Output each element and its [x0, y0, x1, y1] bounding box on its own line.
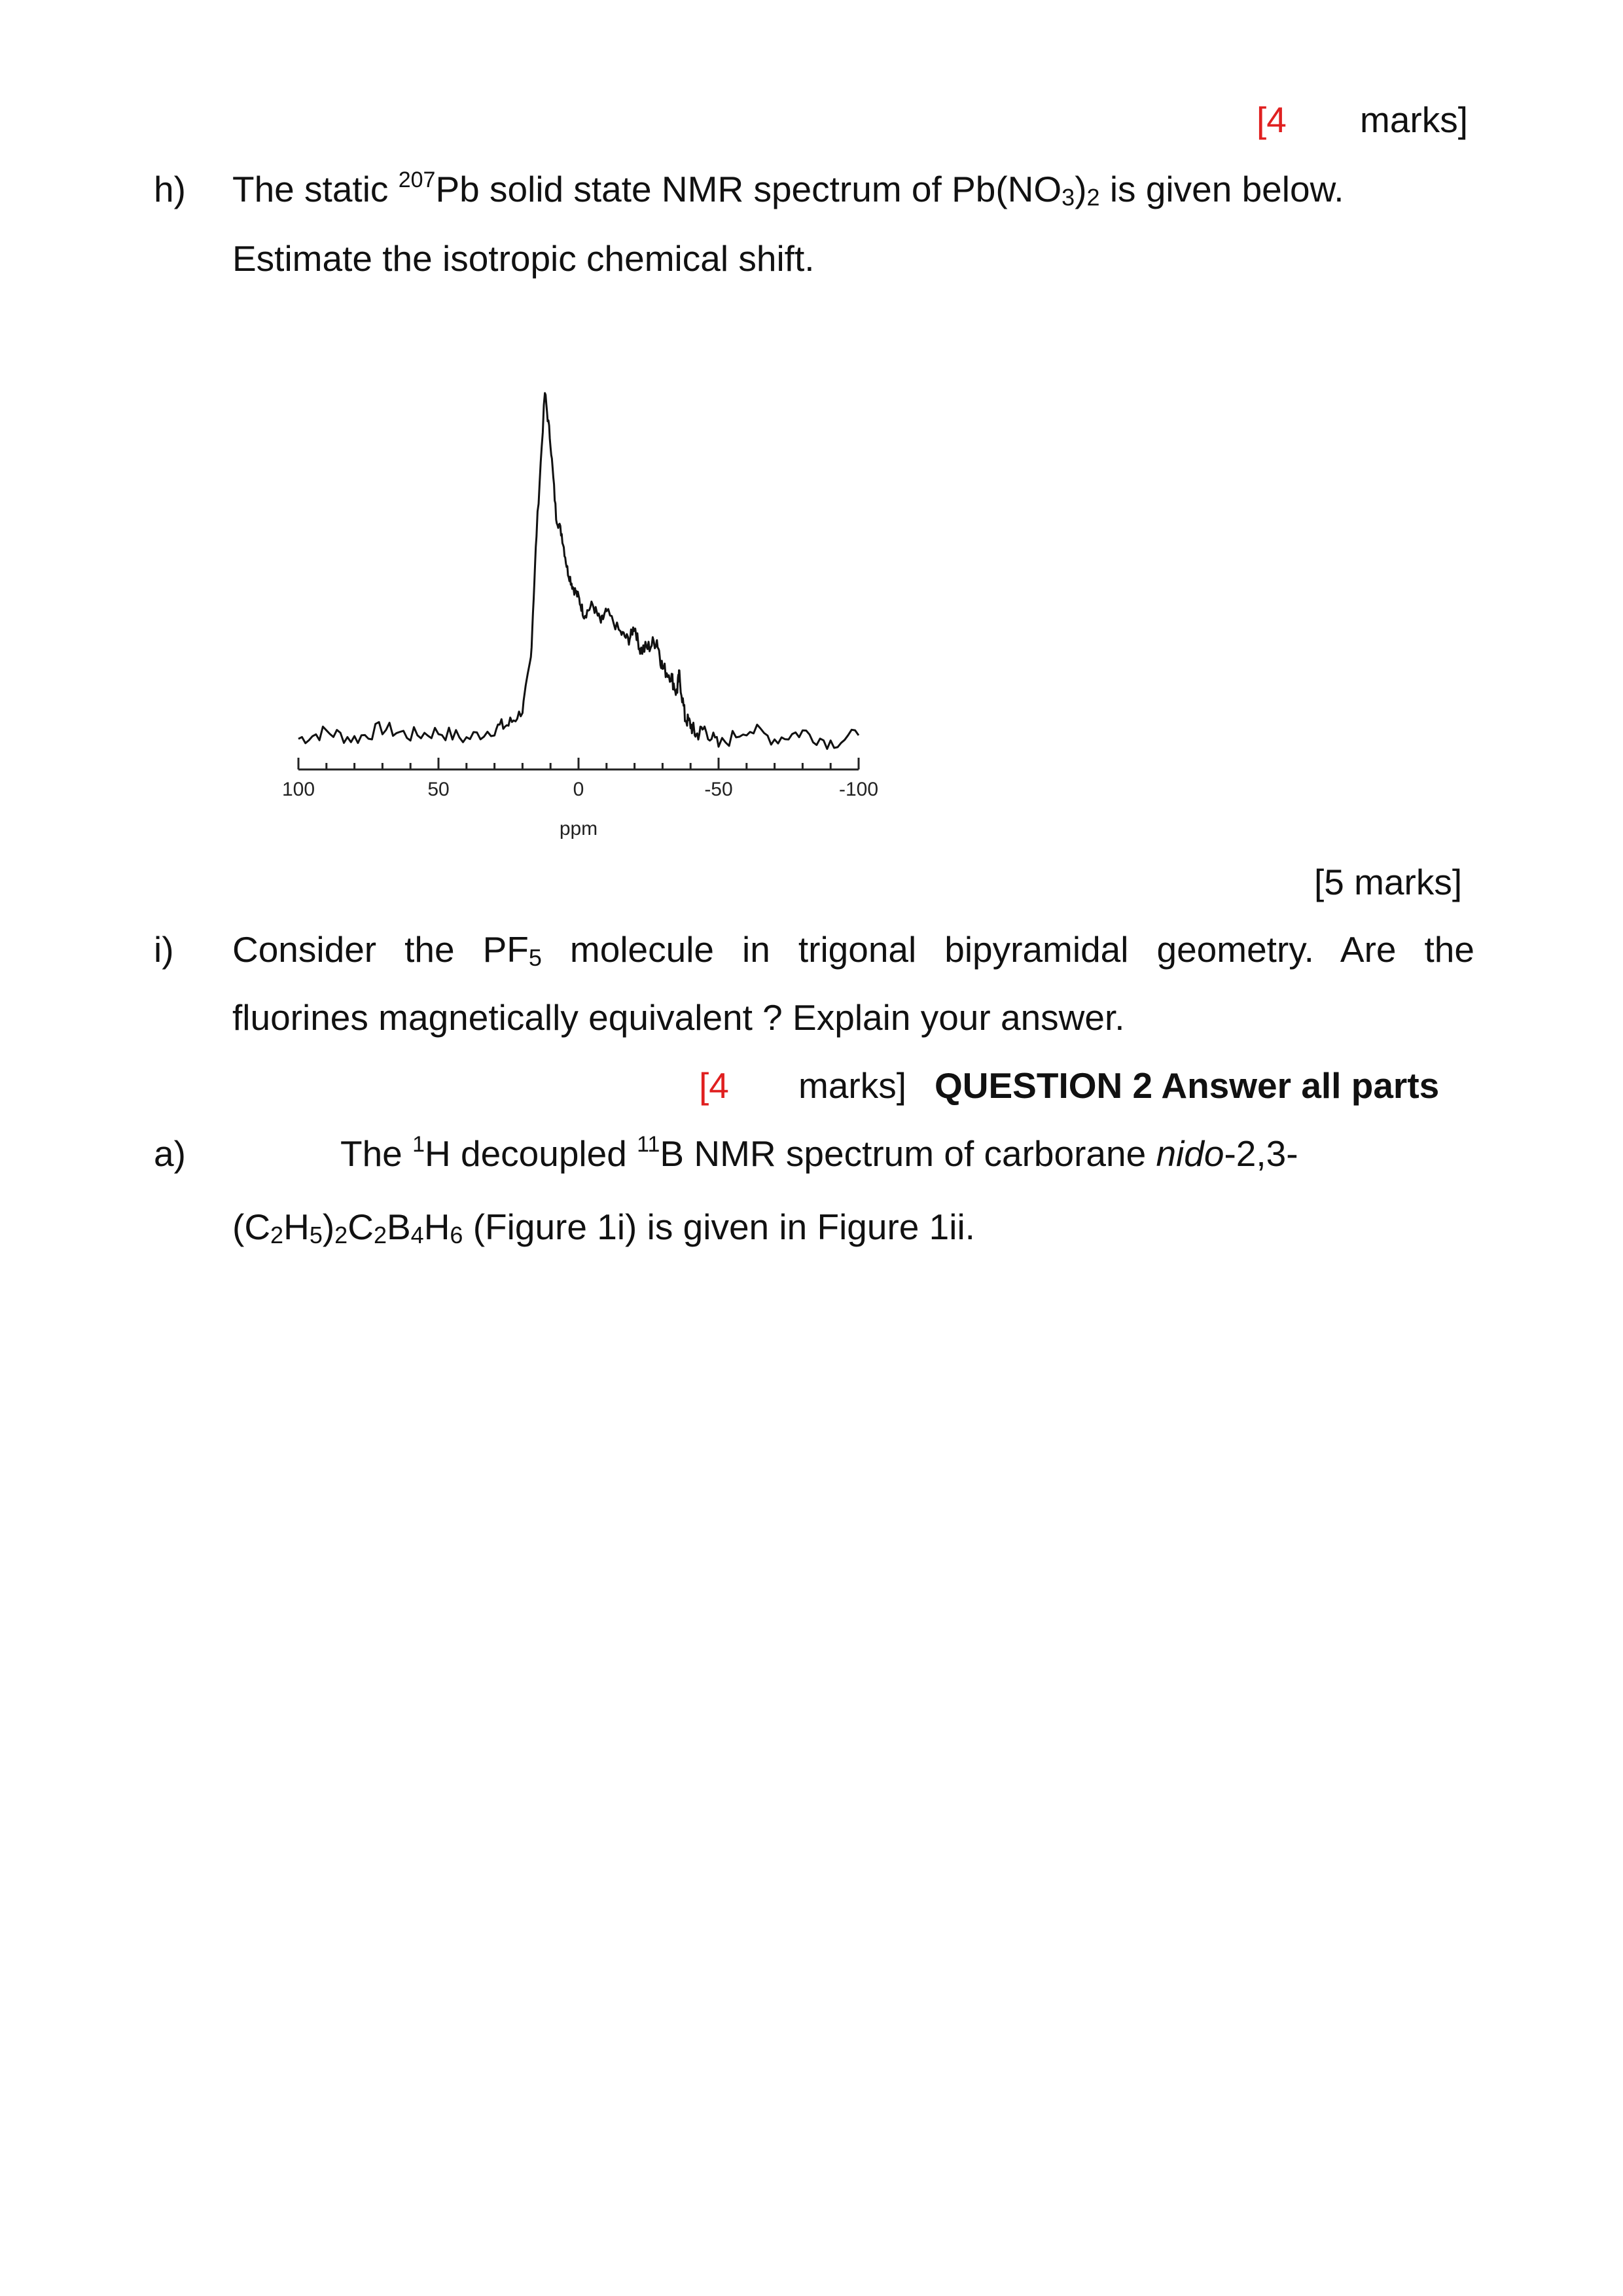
tick-label: -100 — [838, 779, 879, 800]
question-a-line2 — [232, 1205, 975, 1253]
question-label-h: h) — [154, 169, 186, 209]
question-h-line1 — [232, 168, 1344, 216]
subscript: 5 — [309, 1222, 323, 1248]
marks-bracket-3 — [699, 1064, 729, 1107]
text: B — [386, 1207, 411, 1247]
marks-value: [4 — [1257, 99, 1287, 140]
question-h-line2: Estimate the isotropic chemical shift. — [232, 238, 815, 279]
text: (C — [232, 1207, 271, 1247]
superscript: 1 — [412, 1132, 425, 1157]
marks-word-1: marks] — [1360, 99, 1468, 140]
text: ) — [1075, 169, 1087, 209]
italic-text: nido — [1156, 1133, 1224, 1174]
subscript: 2 — [1086, 184, 1100, 211]
subscript: 3 — [1061, 184, 1075, 211]
text: ) — [322, 1207, 335, 1247]
text: Consider the PF — [232, 929, 529, 970]
question-i-line2: fluorines magnetically equivalent ? Explain your answer. — [232, 997, 1125, 1038]
tick-label: 100 — [281, 779, 315, 800]
subscript: 2 — [373, 1222, 387, 1248]
subscript: 4 — [410, 1222, 424, 1248]
text: The — [340, 1133, 413, 1174]
marks-value: [4 — [699, 1065, 729, 1106]
superscript: 207 — [398, 168, 436, 192]
marks-word-3: marks] — [798, 1065, 906, 1106]
superscript: 11 — [637, 1132, 660, 1157]
text: -2,3- — [1224, 1133, 1298, 1174]
subscript: 2 — [334, 1222, 348, 1248]
tick-label: 50 — [427, 779, 450, 800]
text: B NMR spectrum of carborane — [660, 1133, 1156, 1174]
question-a-line1 — [340, 1132, 1298, 1180]
spectrum-trace — [298, 393, 859, 749]
text: H decoupled — [424, 1133, 637, 1174]
subscript: 6 — [450, 1222, 463, 1248]
text: H — [423, 1207, 450, 1247]
subscript: 5 — [528, 944, 542, 971]
text: Pb solid state NMR spectrum of Pb(NO — [435, 169, 1062, 209]
tick-label: 0 — [573, 779, 584, 800]
text: is given below. — [1099, 169, 1344, 209]
subscript: 2 — [270, 1222, 284, 1248]
question-label-a: a) — [154, 1133, 186, 1174]
text: H — [283, 1207, 310, 1247]
tick-label: -50 — [704, 779, 733, 800]
text: C — [348, 1207, 374, 1247]
text: molecule in trigonal bipyramidal geometry. Are the — [541, 929, 1474, 970]
question-i-line1 — [232, 928, 1474, 976]
x-axis-label: ppm — [559, 818, 598, 839]
nmr-spectrum-chart — [262, 353, 916, 864]
text: (Figure 1i) is given in Figure 1ii. — [463, 1207, 975, 1247]
marks-bracket-1 — [1257, 98, 1287, 141]
marks-2: [5 marks] — [1314, 862, 1463, 902]
text: The static — [232, 169, 399, 209]
section-heading: QUESTION 2 Answer all parts — [935, 1065, 1440, 1106]
question-label-i: i) — [154, 929, 174, 970]
